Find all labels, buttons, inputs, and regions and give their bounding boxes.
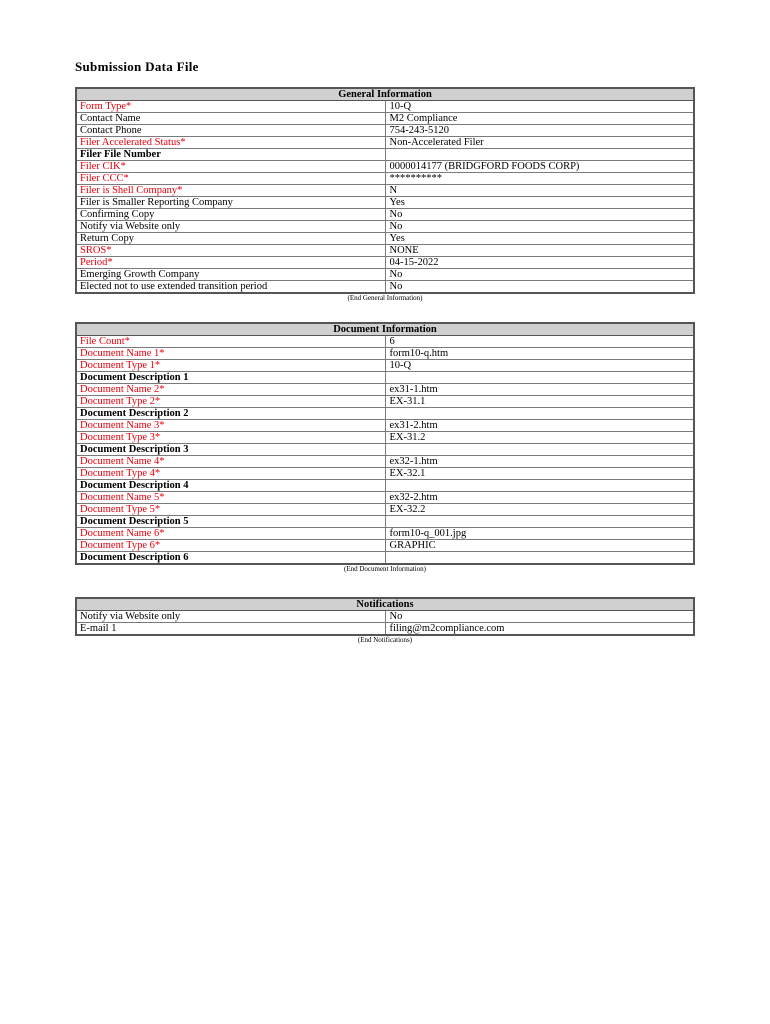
field-value: 0000014177 (BRIDGFORD FOODS CORP) — [385, 161, 694, 173]
general-information-end-note: (End General Information) — [347, 294, 423, 302]
field-label: Filer CIK* — [76, 161, 385, 173]
table-row — [76, 468, 694, 480]
table-row — [76, 348, 694, 360]
table-row — [76, 384, 694, 396]
field-value: NONE — [385, 245, 694, 257]
field-label: File Count* — [76, 336, 385, 348]
field-label: Emerging Growth Company — [76, 269, 385, 281]
field-value: 6 — [385, 336, 694, 348]
document-information-end-note: (End Document Information) — [343, 565, 427, 573]
field-label: Return Copy — [76, 233, 385, 245]
table-row — [76, 552, 694, 565]
field-value — [385, 552, 694, 565]
field-label: Filer is Smaller Reporting Company — [76, 197, 385, 209]
field-value: form10-q.htm — [385, 348, 694, 360]
table-row — [76, 245, 694, 257]
table-row — [76, 480, 694, 492]
field-value: No — [385, 611, 694, 623]
table-row — [76, 372, 694, 384]
table-row — [76, 528, 694, 540]
field-label: Document Type 1* — [76, 360, 385, 372]
field-value: EX-31.1 — [385, 396, 694, 408]
document-information-header: Document Information — [76, 323, 694, 336]
field-label: Contact Name — [76, 113, 385, 125]
field-label: Document Type 3* — [76, 432, 385, 444]
field-label: Filer is Shell Company* — [76, 185, 385, 197]
table-row — [76, 396, 694, 408]
field-label: Document Type 5* — [76, 504, 385, 516]
page-title: Submission Data File — [75, 59, 199, 74]
table-row — [76, 360, 694, 372]
field-value — [385, 372, 694, 384]
field-value — [385, 516, 694, 528]
field-label: Document Description 1 — [76, 372, 385, 384]
field-label: Document Description 2 — [76, 408, 385, 420]
table-row — [76, 504, 694, 516]
field-label: Document Description 4 — [76, 480, 385, 492]
field-value: EX-32.1 — [385, 468, 694, 480]
table-row — [76, 432, 694, 444]
field-label: Document Name 3* — [76, 420, 385, 432]
field-value: EX-32.2 — [385, 504, 694, 516]
field-label: Document Description 5 — [76, 516, 385, 528]
field-value: No — [385, 221, 694, 233]
table-row — [76, 444, 694, 456]
field-value: ********** — [385, 173, 694, 185]
field-label: Document Name 1* — [76, 348, 385, 360]
table-row — [76, 197, 694, 209]
table-row — [76, 233, 694, 245]
field-label: Document Name 4* — [76, 456, 385, 468]
field-label: Form Type* — [76, 101, 385, 113]
field-label: Document Description 3 — [76, 444, 385, 456]
field-label: Document Type 2* — [76, 396, 385, 408]
field-value: ex32-1.htm — [385, 456, 694, 468]
field-value: Non-Accelerated Filer — [385, 137, 694, 149]
table-row — [76, 516, 694, 528]
table-row — [76, 623, 694, 636]
field-label: Document Name 6* — [76, 528, 385, 540]
field-label: Document Type 4* — [76, 468, 385, 480]
table-row — [76, 540, 694, 552]
field-label: SROS* — [76, 245, 385, 257]
field-value: No — [385, 269, 694, 281]
table-row — [76, 456, 694, 468]
field-value: ex31-2.htm — [385, 420, 694, 432]
field-value: No — [385, 281, 694, 294]
table-row — [76, 269, 694, 281]
field-label: Filer File Number — [76, 149, 385, 161]
document-information-rows — [76, 336, 694, 565]
field-label: Filer CCC* — [76, 173, 385, 185]
table-row — [76, 173, 694, 185]
table-row — [76, 281, 694, 294]
field-value: 754-243-5120 — [385, 125, 694, 137]
field-value — [385, 408, 694, 420]
field-value: No — [385, 209, 694, 221]
field-label: Document Description 6 — [80, 552, 189, 563]
table-row — [76, 137, 694, 149]
table-row — [76, 492, 694, 504]
field-label: Notify via Website only — [76, 221, 385, 233]
field-value: GRAPHIC — [385, 540, 694, 552]
notifications-table — [75, 597, 695, 636]
general-information-header: General Information — [76, 88, 694, 101]
table-row — [76, 209, 694, 221]
field-label: Document Name 5* — [76, 492, 385, 504]
table-row — [76, 113, 694, 125]
table-row — [76, 257, 694, 269]
field-label: Filer Accelerated Status* — [76, 137, 385, 149]
table-row — [76, 221, 694, 233]
notifications-header: Notifications — [76, 598, 694, 611]
field-value: ex32-2.htm — [385, 492, 694, 504]
general-information-rows — [76, 101, 694, 294]
field-value — [385, 149, 694, 161]
field-value: filing@m2compliance.com — [385, 623, 694, 636]
field-value: 10-Q — [385, 360, 694, 372]
general-information-table — [75, 87, 695, 294]
field-label: E-mail 1 — [80, 623, 117, 634]
field-label: Document Name 2* — [76, 384, 385, 396]
field-value: 04-15-2022 — [385, 257, 694, 269]
table-row — [76, 125, 694, 137]
document-information-section — [75, 322, 695, 574]
field-value — [385, 480, 694, 492]
field-label: Contact Phone — [76, 125, 385, 137]
table-row — [76, 149, 694, 161]
field-value: M2 Compliance — [385, 113, 694, 125]
field-value: Yes — [385, 197, 694, 209]
field-value: 10-Q — [385, 101, 694, 113]
field-label: Document Type 6* — [76, 540, 385, 552]
field-label: Notify via Website only — [76, 611, 385, 623]
field-label: Period* — [76, 257, 385, 269]
field-value: form10-q_001.jpg — [385, 528, 694, 540]
general-information-section — [75, 87, 695, 303]
field-value: N — [385, 185, 694, 197]
table-row — [76, 408, 694, 420]
table-row — [76, 161, 694, 173]
field-value: ex31-1.htm — [385, 384, 694, 396]
field-value: Yes — [385, 233, 694, 245]
table-row — [76, 185, 694, 197]
document-information-table — [75, 322, 695, 565]
table-row — [76, 336, 694, 348]
notifications-end-note: (End Notifications) — [357, 636, 413, 644]
table-row — [76, 611, 694, 623]
table-row — [76, 420, 694, 432]
table-row — [76, 101, 694, 113]
field-label: Elected not to use extended transition period — [80, 281, 268, 292]
field-value: EX-31.2 — [385, 432, 694, 444]
notifications-section — [75, 597, 695, 645]
field-label: Confirming Copy — [76, 209, 385, 221]
notifications-rows — [76, 611, 694, 636]
field-value — [385, 444, 694, 456]
